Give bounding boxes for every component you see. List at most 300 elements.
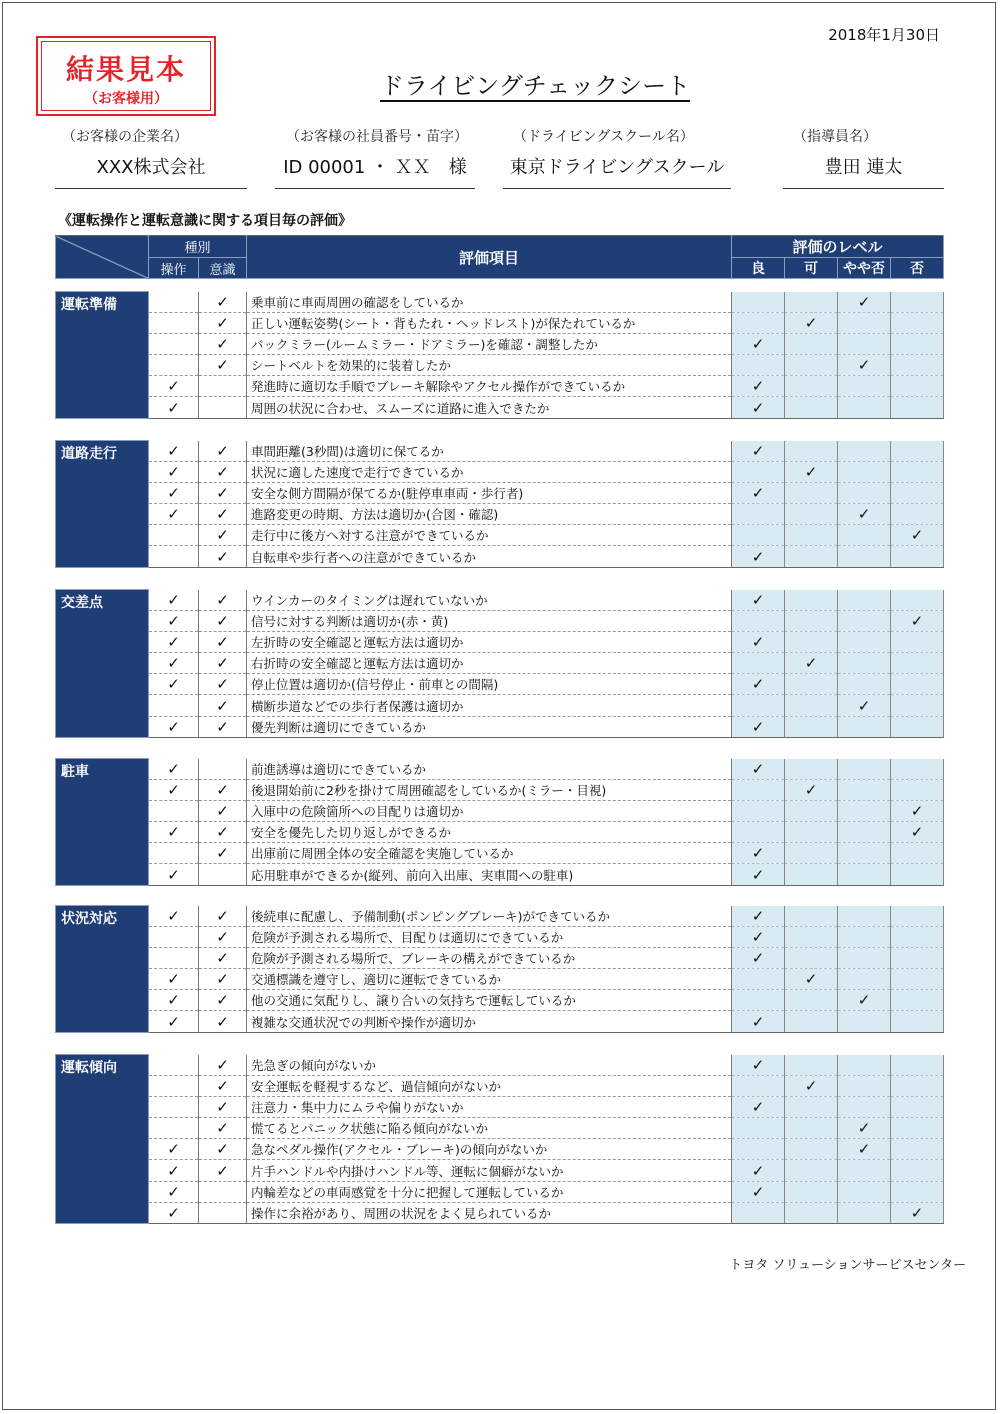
evaluation-item: 進路変更の時期、方法は適切か(合図・確認) bbox=[247, 504, 732, 525]
operation-check bbox=[149, 948, 199, 969]
evaluation-item: 横断歩道などでの歩行者保護は適切か bbox=[247, 695, 732, 716]
level-fair-cell bbox=[785, 674, 838, 695]
level-somewhat-poor-cell bbox=[838, 546, 891, 567]
evaluation-item: 状況に適した速度で走行できているか bbox=[247, 462, 732, 483]
awareness-check: ✓ bbox=[199, 355, 247, 376]
section-heading: 《運転操作と運転意識に関する項目毎の評価》 bbox=[58, 213, 352, 229]
evaluation-item: シートベルトを効果的に装着したか bbox=[247, 355, 732, 376]
operation-check bbox=[149, 1055, 199, 1076]
operation-check bbox=[149, 927, 199, 948]
category-table bbox=[55, 758, 944, 886]
level-fair-cell bbox=[785, 864, 838, 885]
company-label: （お客様の企業名） bbox=[62, 129, 188, 145]
evaluation-item: 入庫中の危険箇所への目配りは適切か bbox=[247, 801, 732, 822]
category-label: 状況対応 bbox=[56, 906, 149, 1033]
awareness-check: ✓ bbox=[199, 1160, 247, 1181]
table-row bbox=[56, 674, 944, 695]
table-row bbox=[56, 927, 944, 948]
level-fair-cell: ✓ bbox=[785, 969, 838, 990]
operation-check: ✓ bbox=[149, 1160, 199, 1181]
table-row bbox=[56, 376, 944, 397]
level-good-cell: ✓ bbox=[732, 1055, 785, 1076]
company-value: XXX株式会社 bbox=[55, 148, 247, 189]
level-poor-cell bbox=[891, 1160, 944, 1181]
awareness-check bbox=[199, 864, 247, 885]
awareness-check: ✓ bbox=[199, 780, 247, 801]
table-row bbox=[56, 801, 944, 822]
level-somewhat-poor-cell bbox=[838, 483, 891, 504]
evaluation-item: 後退開始前に2秒を掛けて周囲確認をしているか(ミラー・目視) bbox=[247, 780, 732, 801]
level-fair-cell bbox=[785, 483, 838, 504]
header-level-poor: 否 bbox=[891, 258, 944, 279]
awareness-check: ✓ bbox=[199, 843, 247, 864]
level-poor-cell bbox=[891, 653, 944, 674]
evaluation-item: 周囲の状況に合わせ、スムーズに道路に進入できたか bbox=[247, 397, 732, 418]
level-somewhat-poor-cell bbox=[838, 780, 891, 801]
table-row bbox=[56, 1097, 944, 1118]
level-good-cell: ✓ bbox=[732, 590, 785, 611]
evaluation-item: 優先判断は適切にできているか bbox=[247, 716, 732, 737]
operation-check: ✓ bbox=[149, 632, 199, 653]
header-corner bbox=[56, 236, 149, 279]
level-fair-cell bbox=[785, 611, 838, 632]
category-table bbox=[55, 291, 944, 419]
level-fair-cell bbox=[785, 1097, 838, 1118]
evaluation-item: バックミラー(ルームミラー・ドアミラー)を確認・調整したか bbox=[247, 334, 732, 355]
level-good-cell: ✓ bbox=[732, 334, 785, 355]
level-good-cell: ✓ bbox=[732, 1160, 785, 1181]
level-good-cell bbox=[732, 990, 785, 1011]
level-somewhat-poor-cell bbox=[838, 864, 891, 885]
awareness-check: ✓ bbox=[199, 483, 247, 504]
level-good-cell bbox=[732, 292, 785, 313]
level-poor-cell bbox=[891, 906, 944, 927]
table-row bbox=[56, 716, 944, 737]
level-somewhat-poor-cell: ✓ bbox=[838, 292, 891, 313]
evaluation-item: ウインカーのタイミングは遅れていないか bbox=[247, 590, 732, 611]
level-fair-cell bbox=[785, 990, 838, 1011]
level-somewhat-poor-cell bbox=[838, 441, 891, 462]
awareness-check: ✓ bbox=[199, 590, 247, 611]
evaluation-item: 後続車に配慮し、予備制動(ポンピングブレーキ)ができているか bbox=[247, 906, 732, 927]
level-poor-cell bbox=[891, 313, 944, 334]
evaluation-item: 片手ハンドルや内掛けハンドル等、運転に個癖がないか bbox=[247, 1160, 732, 1181]
evaluation-item: 走行中に後方へ対する注意ができているか bbox=[247, 525, 732, 546]
operation-check: ✓ bbox=[149, 822, 199, 843]
awareness-check: ✓ bbox=[199, 822, 247, 843]
level-good-cell: ✓ bbox=[732, 1181, 785, 1202]
level-good-cell bbox=[732, 313, 785, 334]
table-row bbox=[56, 1055, 944, 1076]
header-level-good: 良 bbox=[732, 258, 785, 279]
level-good-cell bbox=[732, 653, 785, 674]
awareness-check: ✓ bbox=[199, 632, 247, 653]
awareness-check: ✓ bbox=[199, 653, 247, 674]
level-somewhat-poor-cell bbox=[838, 462, 891, 483]
evaluation-item: 交通標識を遵守し、適切に運転できているか bbox=[247, 969, 732, 990]
table-row bbox=[56, 441, 944, 462]
level-poor-cell bbox=[891, 441, 944, 462]
operation-check bbox=[149, 334, 199, 355]
awareness-check: ✓ bbox=[199, 674, 247, 695]
level-fair-cell bbox=[785, 546, 838, 567]
level-fair-cell bbox=[785, 590, 838, 611]
table-row bbox=[56, 313, 944, 334]
evaluation-item: 応用駐車ができるか(縦列、前向入出庫、実車間への駐車) bbox=[247, 864, 732, 885]
operation-check: ✓ bbox=[149, 780, 199, 801]
level-poor-cell bbox=[891, 462, 944, 483]
awareness-check: ✓ bbox=[199, 1139, 247, 1160]
evaluation-item: 自転車や歩行者への注意ができているか bbox=[247, 546, 732, 567]
level-poor-cell bbox=[891, 504, 944, 525]
level-poor-cell: ✓ bbox=[891, 801, 944, 822]
level-good-cell: ✓ bbox=[732, 674, 785, 695]
awareness-check: ✓ bbox=[199, 546, 247, 567]
level-good-cell bbox=[732, 801, 785, 822]
evaluation-item: 安全運転を軽視するなど、過信傾向がないか bbox=[247, 1076, 732, 1097]
table-row bbox=[56, 397, 944, 418]
category-table bbox=[55, 1054, 944, 1224]
level-somewhat-poor-cell bbox=[838, 397, 891, 418]
table-row bbox=[56, 590, 944, 611]
level-poor-cell bbox=[891, 864, 944, 885]
level-good-cell: ✓ bbox=[732, 546, 785, 567]
stamp-main-text: 結果見本 bbox=[65, 53, 186, 86]
level-somewhat-poor-cell bbox=[838, 1202, 891, 1223]
awareness-check: ✓ bbox=[199, 292, 247, 313]
table-row bbox=[56, 822, 944, 843]
operation-check: ✓ bbox=[149, 441, 199, 462]
table-row bbox=[56, 292, 944, 313]
operation-check: ✓ bbox=[149, 990, 199, 1011]
level-somewhat-poor-cell bbox=[838, 759, 891, 780]
evaluation-item: 車間距離(3秒間)は適切に保てるか bbox=[247, 441, 732, 462]
level-somewhat-poor-cell bbox=[838, 525, 891, 546]
awareness-check: ✓ bbox=[199, 1097, 247, 1118]
level-fair-cell bbox=[785, 822, 838, 843]
level-good-cell bbox=[732, 1139, 785, 1160]
table-row bbox=[56, 780, 944, 801]
level-fair-cell bbox=[785, 1118, 838, 1139]
operation-check bbox=[149, 355, 199, 376]
level-fair-cell bbox=[785, 1055, 838, 1076]
level-good-cell: ✓ bbox=[732, 759, 785, 780]
level-somewhat-poor-cell: ✓ bbox=[838, 990, 891, 1011]
level-somewhat-poor-cell bbox=[838, 313, 891, 334]
evaluation-item: 信号に対する判断は適切か(赤・黄) bbox=[247, 611, 732, 632]
awareness-check bbox=[199, 397, 247, 418]
level-poor-cell bbox=[891, 759, 944, 780]
table-row bbox=[56, 1118, 944, 1139]
awareness-check: ✓ bbox=[199, 611, 247, 632]
level-good-cell: ✓ bbox=[732, 948, 785, 969]
level-poor-cell bbox=[891, 483, 944, 504]
level-good-cell bbox=[732, 355, 785, 376]
level-fair-cell bbox=[785, 906, 838, 927]
level-good-cell bbox=[732, 780, 785, 801]
awareness-check: ✓ bbox=[199, 313, 247, 334]
level-somewhat-poor-cell bbox=[838, 653, 891, 674]
operation-check: ✓ bbox=[149, 759, 199, 780]
operation-check: ✓ bbox=[149, 674, 199, 695]
table-row bbox=[56, 759, 944, 780]
operation-check bbox=[149, 313, 199, 334]
evaluation-item: 先急ぎの傾向がないか bbox=[247, 1055, 732, 1076]
table-row bbox=[56, 1139, 944, 1160]
operation-check bbox=[149, 801, 199, 822]
category-table bbox=[55, 440, 944, 568]
header-operation: 操作 bbox=[149, 258, 199, 279]
evaluation-item: 安全な側方間隔が保てるか(駐停車車両・歩行者) bbox=[247, 483, 732, 504]
level-poor-cell bbox=[891, 1076, 944, 1097]
level-fair-cell bbox=[785, 695, 838, 716]
level-poor-cell bbox=[891, 1011, 944, 1032]
table-row bbox=[56, 653, 944, 674]
level-somewhat-poor-cell: ✓ bbox=[838, 1139, 891, 1160]
level-somewhat-poor-cell bbox=[838, 590, 891, 611]
operation-check: ✓ bbox=[149, 1139, 199, 1160]
page-title: ドライビングチェックシート bbox=[380, 72, 691, 100]
awareness-check: ✓ bbox=[199, 948, 247, 969]
level-poor-cell bbox=[891, 355, 944, 376]
level-fair-cell bbox=[785, 292, 838, 313]
level-poor-cell bbox=[891, 546, 944, 567]
awareness-check: ✓ bbox=[199, 1055, 247, 1076]
evaluation-item: 乗車前に車両周囲の確認をしているか bbox=[247, 292, 732, 313]
table-row bbox=[56, 546, 944, 567]
evaluation-item: 操作に余裕があり、周囲の状況をよく見られているか bbox=[247, 1202, 732, 1223]
table-row bbox=[56, 864, 944, 885]
level-poor-cell bbox=[891, 969, 944, 990]
awareness-check: ✓ bbox=[199, 525, 247, 546]
operation-check bbox=[149, 1076, 199, 1097]
level-good-cell bbox=[732, 504, 785, 525]
evaluation-item: 前進誘導は適切にできているか bbox=[247, 759, 732, 780]
level-fair-cell bbox=[785, 716, 838, 737]
evaluation-item: 急なペダル操作(アクセル・ブレーキ)の傾向がないか bbox=[247, 1139, 732, 1160]
operation-check bbox=[149, 1097, 199, 1118]
level-poor-cell bbox=[891, 780, 944, 801]
level-poor-cell bbox=[891, 843, 944, 864]
awareness-check: ✓ bbox=[199, 462, 247, 483]
level-somewhat-poor-cell: ✓ bbox=[838, 504, 891, 525]
level-poor-cell: ✓ bbox=[891, 1202, 944, 1223]
operation-check: ✓ bbox=[149, 483, 199, 504]
level-fair-cell bbox=[785, 948, 838, 969]
evaluation-item: 正しい運転姿勢(シート・背もたれ・ヘッドレスト)が保たれているか bbox=[247, 313, 732, 334]
level-somewhat-poor-cell bbox=[838, 1011, 891, 1032]
awareness-check: ✓ bbox=[199, 906, 247, 927]
level-poor-cell: ✓ bbox=[891, 525, 944, 546]
table-row bbox=[56, 611, 944, 632]
operation-check bbox=[149, 1118, 199, 1139]
header-items: 評価項目 bbox=[247, 236, 732, 279]
level-poor-cell bbox=[891, 376, 944, 397]
level-poor-cell bbox=[891, 716, 944, 737]
operation-check: ✓ bbox=[149, 504, 199, 525]
awareness-check: ✓ bbox=[199, 695, 247, 716]
level-good-cell: ✓ bbox=[732, 397, 785, 418]
table-row bbox=[56, 1160, 944, 1181]
level-poor-cell bbox=[891, 1181, 944, 1202]
header-level-fair: 可 bbox=[785, 258, 838, 279]
evaluation-header bbox=[55, 235, 944, 279]
operation-check: ✓ bbox=[149, 1202, 199, 1223]
level-good-cell: ✓ bbox=[732, 716, 785, 737]
level-poor-cell bbox=[891, 292, 944, 313]
awareness-check: ✓ bbox=[199, 716, 247, 737]
level-fair-cell bbox=[785, 759, 838, 780]
level-fair-cell bbox=[785, 397, 838, 418]
awareness-check: ✓ bbox=[199, 1076, 247, 1097]
level-fair-cell bbox=[785, 334, 838, 355]
operation-check: ✓ bbox=[149, 1181, 199, 1202]
header-level-somewhat-poor: やや否 bbox=[838, 258, 891, 279]
operation-check: ✓ bbox=[149, 462, 199, 483]
operation-check: ✓ bbox=[149, 397, 199, 418]
table-row bbox=[56, 1011, 944, 1032]
awareness-check: ✓ bbox=[199, 334, 247, 355]
level-good-cell bbox=[732, 822, 785, 843]
operation-check bbox=[149, 525, 199, 546]
table-row bbox=[56, 1202, 944, 1223]
operation-check: ✓ bbox=[149, 590, 199, 611]
level-good-cell: ✓ bbox=[732, 864, 785, 885]
sample-stamp bbox=[36, 36, 216, 116]
level-poor-cell bbox=[891, 1139, 944, 1160]
level-somewhat-poor-cell bbox=[838, 1055, 891, 1076]
level-good-cell bbox=[732, 1202, 785, 1223]
category-label: 運転傾向 bbox=[56, 1055, 149, 1224]
operation-check: ✓ bbox=[149, 969, 199, 990]
level-good-cell: ✓ bbox=[732, 483, 785, 504]
table-row bbox=[56, 969, 944, 990]
awareness-check bbox=[199, 1202, 247, 1223]
level-fair-cell bbox=[785, 441, 838, 462]
level-good-cell: ✓ bbox=[732, 927, 785, 948]
level-good-cell bbox=[732, 969, 785, 990]
table-row bbox=[56, 462, 944, 483]
level-fair-cell: ✓ bbox=[785, 653, 838, 674]
level-fair-cell bbox=[785, 1139, 838, 1160]
level-good-cell: ✓ bbox=[732, 441, 785, 462]
level-fair-cell: ✓ bbox=[785, 462, 838, 483]
awareness-check bbox=[199, 376, 247, 397]
header-level: 評価のレベル bbox=[732, 236, 944, 258]
level-fair-cell bbox=[785, 525, 838, 546]
level-fair-cell: ✓ bbox=[785, 780, 838, 801]
level-poor-cell bbox=[891, 334, 944, 355]
operation-check bbox=[149, 695, 199, 716]
operation-check: ✓ bbox=[149, 864, 199, 885]
table-row bbox=[56, 483, 944, 504]
level-poor-cell bbox=[891, 927, 944, 948]
category-label: 交差点 bbox=[56, 590, 149, 738]
table-row bbox=[56, 695, 944, 716]
level-somewhat-poor-cell bbox=[838, 376, 891, 397]
school-label: （ドライビングスクール名） bbox=[513, 129, 694, 145]
level-poor-cell bbox=[891, 990, 944, 1011]
awareness-check: ✓ bbox=[199, 441, 247, 462]
evaluation-item: 停止位置は適切か(信号停止・前車との間隔) bbox=[247, 674, 732, 695]
awareness-check: ✓ bbox=[199, 927, 247, 948]
level-somewhat-poor-cell bbox=[838, 1076, 891, 1097]
evaluation-item: 他の交通に気配りし、譲り合いの気持ちで運転しているか bbox=[247, 990, 732, 1011]
level-good-cell bbox=[732, 462, 785, 483]
awareness-check: ✓ bbox=[199, 504, 247, 525]
awareness-check: ✓ bbox=[199, 1118, 247, 1139]
level-fair-cell bbox=[785, 843, 838, 864]
category-label: 運転準備 bbox=[56, 292, 149, 419]
operation-check bbox=[149, 546, 199, 567]
level-poor-cell bbox=[891, 632, 944, 653]
level-poor-cell bbox=[891, 397, 944, 418]
operation-check: ✓ bbox=[149, 376, 199, 397]
table-row bbox=[56, 1181, 944, 1202]
level-fair-cell bbox=[785, 355, 838, 376]
level-fair-cell bbox=[785, 927, 838, 948]
issue-date: 2018年1月30日 bbox=[828, 26, 940, 44]
level-good-cell: ✓ bbox=[732, 906, 785, 927]
level-somewhat-poor-cell bbox=[838, 334, 891, 355]
level-somewhat-poor-cell: ✓ bbox=[838, 695, 891, 716]
instructor-value: 豊田 連太 bbox=[783, 148, 944, 189]
level-good-cell bbox=[732, 525, 785, 546]
level-somewhat-poor-cell: ✓ bbox=[838, 1118, 891, 1139]
level-good-cell: ✓ bbox=[732, 843, 785, 864]
level-somewhat-poor-cell: ✓ bbox=[838, 355, 891, 376]
level-poor-cell bbox=[891, 1118, 944, 1139]
evaluation-item: 複雑な交通状況での判断や操作が適切か bbox=[247, 1011, 732, 1032]
awareness-check: ✓ bbox=[199, 969, 247, 990]
table-row bbox=[56, 334, 944, 355]
level-somewhat-poor-cell bbox=[838, 948, 891, 969]
evaluation-item: 安全を優先した切り返しができるか bbox=[247, 822, 732, 843]
level-somewhat-poor-cell bbox=[838, 1097, 891, 1118]
level-somewhat-poor-cell bbox=[838, 822, 891, 843]
level-somewhat-poor-cell bbox=[838, 969, 891, 990]
level-poor-cell bbox=[891, 948, 944, 969]
level-poor-cell: ✓ bbox=[891, 611, 944, 632]
evaluation-item: 内輪差などの車両感覚を十分に把握して運転しているか bbox=[247, 1181, 732, 1202]
evaluation-item: 左折時の安全確認と運転方法は適切か bbox=[247, 632, 732, 653]
awareness-check: ✓ bbox=[199, 990, 247, 1011]
table-row bbox=[56, 843, 944, 864]
evaluation-item: 危険が予測される場所で、目配りは適切にできているか bbox=[247, 927, 732, 948]
level-somewhat-poor-cell bbox=[838, 716, 891, 737]
level-poor-cell: ✓ bbox=[891, 822, 944, 843]
table-row bbox=[56, 948, 944, 969]
category-table bbox=[55, 905, 944, 1033]
school-value: 東京ドライビングスクール bbox=[503, 148, 731, 189]
footer-company: トヨタ ソリューションサービスセンター bbox=[729, 1258, 966, 1273]
level-good-cell bbox=[732, 695, 785, 716]
category-label: 駐車 bbox=[56, 759, 149, 886]
level-fair-cell bbox=[785, 1011, 838, 1032]
level-somewhat-poor-cell bbox=[838, 674, 891, 695]
level-somewhat-poor-cell bbox=[838, 611, 891, 632]
level-somewhat-poor-cell bbox=[838, 801, 891, 822]
table-row bbox=[56, 1076, 944, 1097]
level-good-cell: ✓ bbox=[732, 1097, 785, 1118]
awareness-check bbox=[199, 759, 247, 780]
level-good-cell bbox=[732, 1076, 785, 1097]
evaluation-item: 危険が予測される場所で、ブレーキの構えができているか bbox=[247, 948, 732, 969]
evaluation-item: 発進時に適切な手順でブレーキ解除やアクセル操作ができているか bbox=[247, 376, 732, 397]
level-fair-cell: ✓ bbox=[785, 1076, 838, 1097]
level-fair-cell bbox=[785, 1202, 838, 1223]
level-fair-cell bbox=[785, 632, 838, 653]
